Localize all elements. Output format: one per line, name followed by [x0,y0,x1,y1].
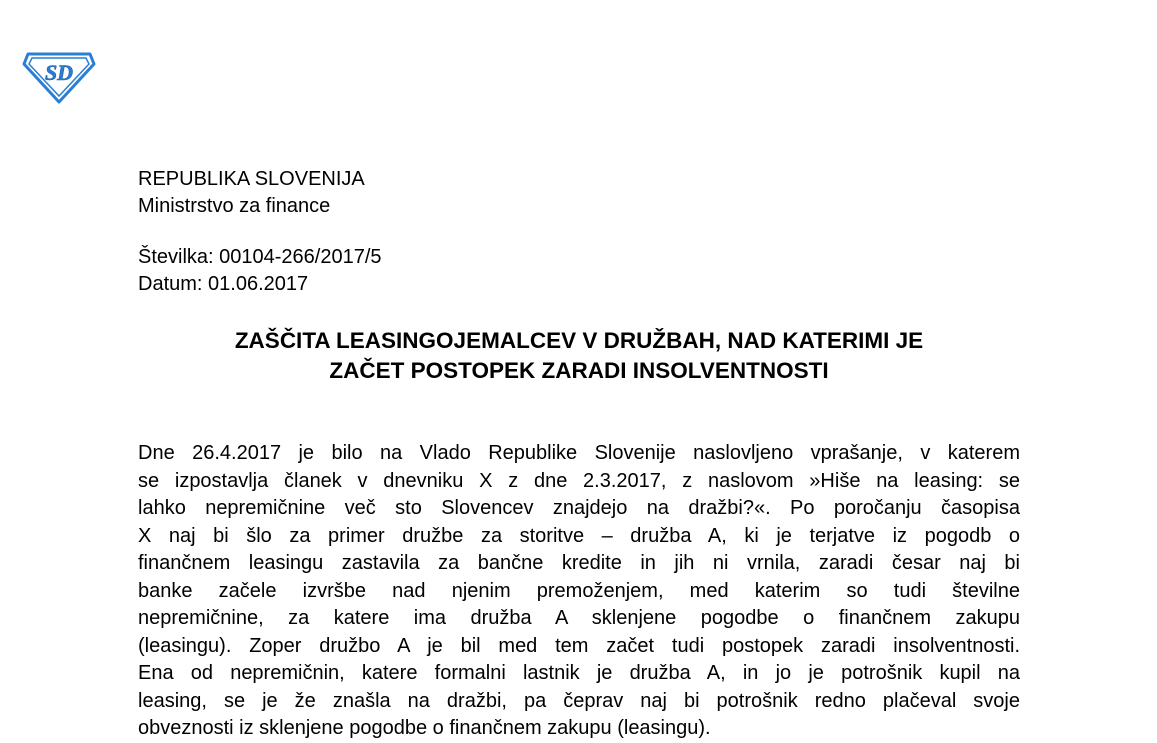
body-line: X naj bi šlo za primer družbe za storitve – družba A, ki je terjatve iz pogodb o [138,524,1020,547]
document-title [138,326,1020,386]
svg-text:SD: SD [44,60,74,85]
body-line: nepremičnine, za katere ima družba A sklenjene pogodbe o finančnem zakupu [138,607,1020,629]
body-line: finančnem leasingu zastavila za bančne kredite in jih ni vrnila, zaradi česar naj bi [138,552,1020,574]
sd-shield-logo-icon [22,48,96,104]
ministry-header [138,166,365,220]
document-meta [138,244,382,298]
body-line: banke začele izvršbe nad njenim premoženjem, med katerim so tudi številne [138,579,1020,602]
body-paragraph [138,440,1020,743]
body-line: Ena od nepremičnin, katere formalni lastnik je družba A, in jo je potrošnik kupil na [138,662,1020,684]
body-line: obveznosti iz sklenjene pogodbe o finančnem zakupu (leasingu). [138,717,711,739]
ministry-name: Ministrstvo za finance [138,195,331,217]
organization-logo [22,48,96,104]
document-number: Številka: 00104-266/2017/5 [138,246,382,268]
body-line: se izpostavlja članek v dnevniku X z dne 2.3.2017, z naslovom »Hiše na leasing: se [138,469,1020,492]
body-line: leasing, se je že znašla na dražbi, pa čeprav naj bi potrošnik redno plačeval svoje [138,689,1020,712]
body-line: lahko nepremičnine več sto Slovencev znajdejo na dražbi?«. Po poročanju časopisa [138,497,1020,519]
republic-name: REPUBLIKA SLOVENIJA [138,168,365,190]
body-line: (leasingu). Zoper družbo A je bil med tem začet tudi postopek zaradi insolventnosti. [138,634,1020,657]
body-line: Dne 26.4.2017 je bilo na Vlado Republike Slovenije naslovljeno vprašanje, v katerem [138,442,1020,464]
document-date: Datum: 01.06.2017 [138,273,309,295]
title-line-1: ZAŠČITA LEASINGOJEMALCEV V DRUŽBAH, NAD KATERIMI JE [234,328,924,353]
title-line-2: ZAČET POSTOPEK ZARADI INSOLVENTNOSTI [329,358,829,383]
